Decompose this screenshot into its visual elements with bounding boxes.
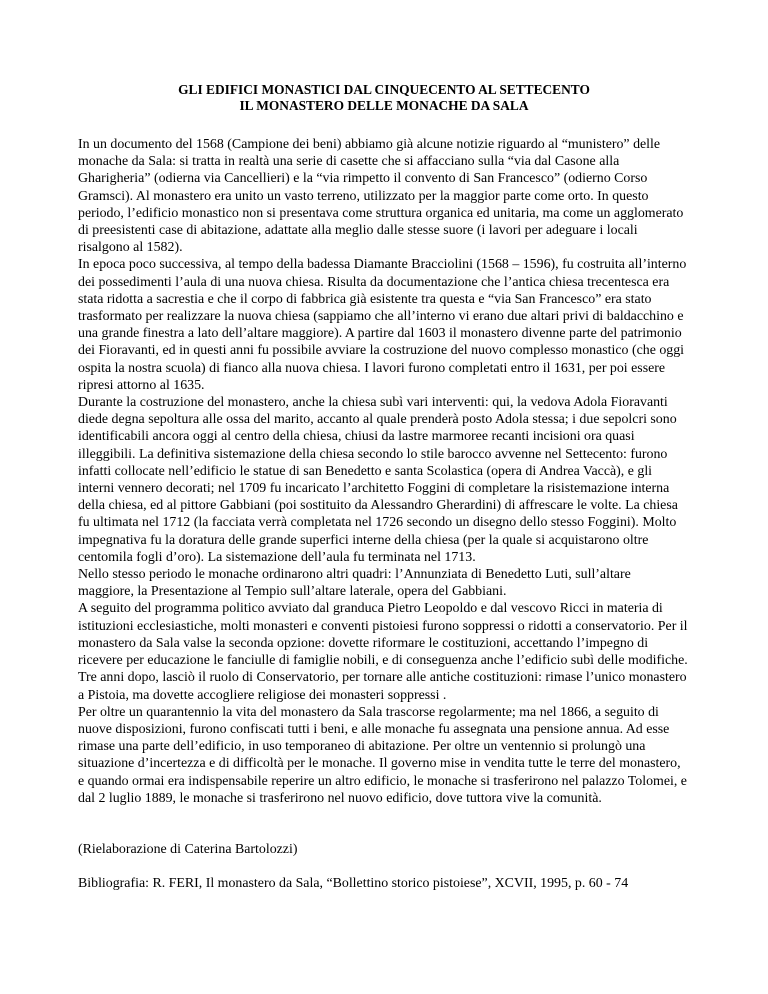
bibliography: Bibliografia: R. FERI, Il monastero da Sala, “Bollettino storico pistoiese”, XCVII, 1995, p. 60 - 74 <box>78 876 629 892</box>
title-line-2: IL MONASTERO DELLE MONACHE DA SALA <box>239 98 529 113</box>
paragraph: Per oltre un quarantennio la vita del monastero da Sala trascorse regolarmente; ma nel 1866, a seguito di nuove disposizioni, furono confiscati tutti i beni, e alle monache fu assegnata una pensione annua. Ad esse rimase una parte dell’edificio, in uso temporaneo di abitazione. Per oltre un ventennio si prolungò una situazione d’incertezza e di difficoltà per le monache. Il governo mise in vendita tutte le terre del monastero, e quando ormai era indispensabile reperire un altro edificio, le monache si trasferirono nel palazzo Tolomei, e dal 2 luglio 1889, le monache si trasferirono nel nuovo edificio, dove tuttora vive la comunità. <box>78 704 687 806</box>
document-title <box>78 82 690 114</box>
paragraph: Nello stesso periodo le monache ordinarono altri quadri: l’Annunziata di Benedetto Luti, sull’altare maggiore, la Presentazione al Tempio sull’altare laterale, opera del Gabbiani. <box>78 567 631 600</box>
paragraph: Durante la costruzione del monastero, anche la chiesa subì vari interventi: qui, la vedova Adola Fioravanti diede degna sepoltura alle ossa del marito, accanto al quale prenderà posto Adola stessa; i due sepolcri sono identificabili ancora oggi al centro della chiesa, chiusi da lastre marmoree recanti incisioni ora quasi illeggibili. La definitiva sistemazione della chiesa secondo lo stile barocco avvenne nel Settecento: furono infatti collocate nell’edificio le statue di san Benedetto e santa Scolastica (opera di Andrea Vaccà), e gli interni vennero decorati; nel 1709 fu incaricato l’architetto Foggini di completare la risistemazione interna della chiesa, ed al pittore Gabbiani (poi sostituito da Alessandro Gherardini) di affrescare le volte. La chiesa fu ultimata nel 1712 (la facciata verrà completata nel 1726 secondo un disegno dello stesso Foggini). Molto impegnativa fu la doratura delle grande superfici interne della chiesa (per la quale si acquistarono oltre centomila fogli d’oro). La sistemazione dell’aula fu terminata nel 1713. <box>78 395 678 565</box>
document-page <box>78 82 690 892</box>
paragraph: In un documento del 1568 (Campione dei beni) abbiamo già alcune notizie riguardo al “munistero” delle monache da Sala: si tratta in realtà una serie di casette che si affacciano sulla “via dal Casone alla Gharigheria” (odierna via Cancellieri) e la “via rimpetto il convento di San Francesco” (odierno Corso Gramsci). Al monastero era unito un vasto terreno, utilizzato per la maggior parte come orto. In questo periodo, l’edificio monastico non si presentava come struttura organica ed unitaria, ma come un agglomerato di preesistenti case di abitazione, adattate alla meglio dalle stesse suore (i lavori per adeguare i locali risalgono al 1582). <box>78 137 684 256</box>
document-body <box>78 136 690 807</box>
author-credit: (Rielaborazione di Caterina Bartolozzi) <box>78 841 298 857</box>
paragraph: A seguito del programma politico avviato dal granduca Pietro Leopoldo e dal vescovo Ricci in materia di istituzioni ecclesiastiche, molti monasteri e conventi pistoiesi furono soppressi o ridotti a conservatorio. Per il monastero da Sala valse la seconda opzione: dovette riformare le costituzioni, accettando l’impegno di ricevere per educazione le fanciulle di famiglie nobili, e di conseguenza anche l’edificio subì delle modifiche. Tre anni dopo, lasciò il ruolo di Conservatorio, per tornare alle antiche costituzioni: rimase l’unico monastero a Pistoia, ma dovette accogliere religiose dei monasteri soppressi . <box>78 601 688 703</box>
title-line-1: GLI EDIFICI MONASTICI DAL CINQUECENTO AL SETTECENTO <box>178 82 590 97</box>
paragraph: In epoca poco successiva, al tempo della badessa Diamante Bracciolini (1568 – 1596), fu costruita all’interno dei possedimenti l’aula di una nuova chiesa. Risulta da documentazione che l’antica chiesa trecentesca era stata ridotta a sacrestia e che il corpo di fabbrica già esistente tra questa e “via San Francesco” era stato trasformato per realizzare la nuova chiesa (sappiamo che all’interno vi erano due altari privi di baldacchino e una grande finestra a lato dell’altare maggiore). A partire dal 1603 il monastero divenne parte del patrimonio dei Fioravanti, ed in questi anni fu possibile avviare la costruzione del nuovo complesso monastico (che oggi ospita la nostra scuola) di fianco alla nuova chiesa. I lavori furono completati entro il 1631, per poi essere ripresi attorno al 1635. <box>78 257 687 393</box>
